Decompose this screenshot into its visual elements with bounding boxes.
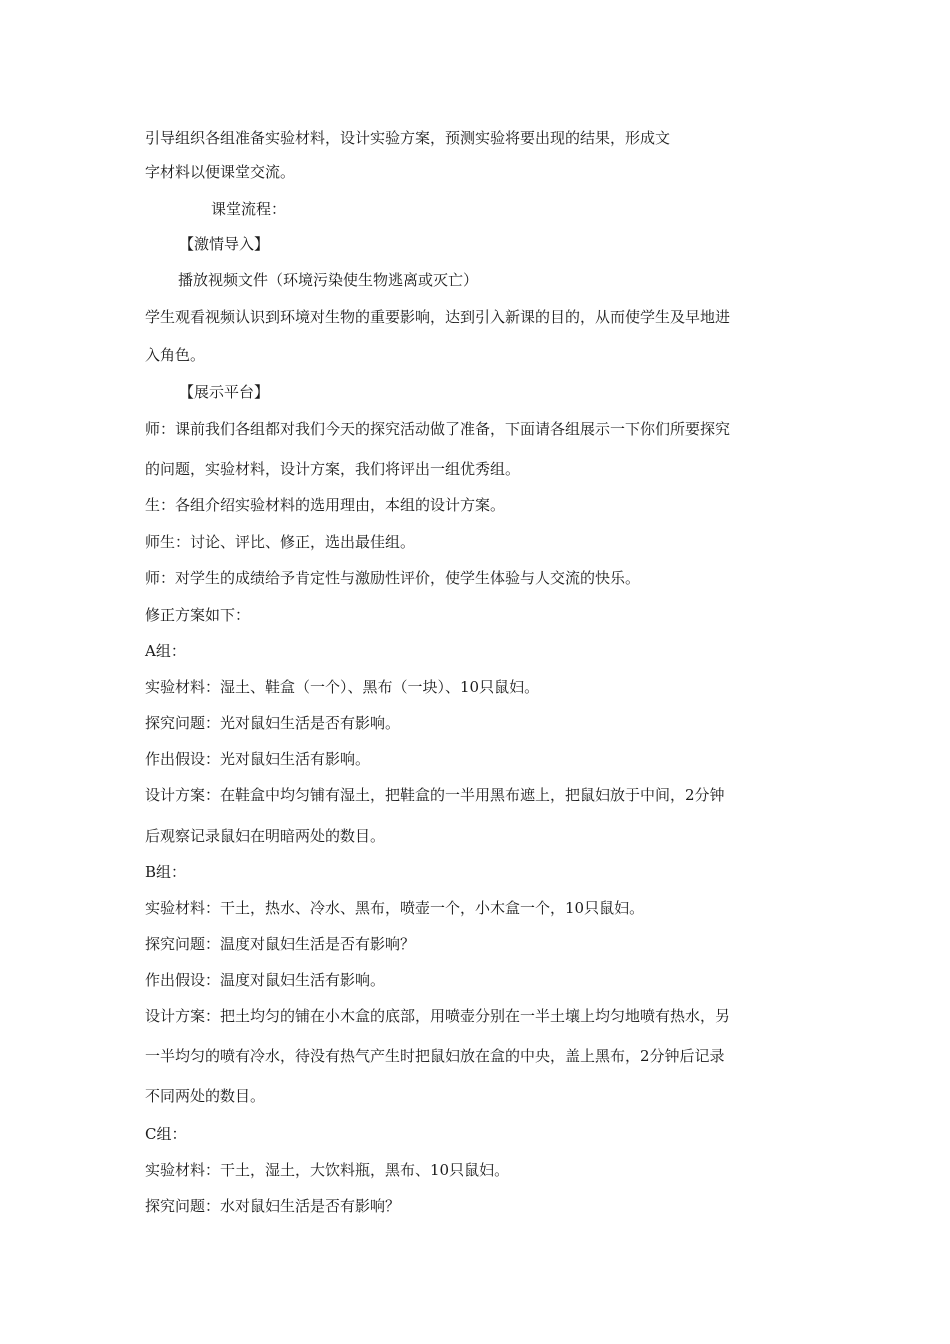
text-line: 设计方案：把土均匀的铺在小木盒的底部，用喷壶分别在一半土壤上均匀地喷有热水，另 [145,1007,731,1025]
text-line: 引导组织各组准备实验材料，设计实验方案，预测实验将要出现的结果，形成文 [145,129,671,147]
group-label: C组： [145,1125,187,1143]
text-line: 探究问题：水对鼠妇生活是否有影响？ [145,1197,401,1215]
section-label: 课堂流程： [211,200,287,218]
section-heading: 【激情导入】 [179,235,270,253]
text-line: 实验材料：干土，热水、冷水、黑布，喷壶一个，小木盒一个，10只鼠妇。 [145,899,645,917]
text-line: 修正方案如下： [145,606,251,624]
text-line: 作出假设：光对鼠妇生活有影响。 [145,750,371,768]
group-label: B组： [145,863,187,881]
text-line: 学生观看视频认识到环境对生物的重要影响，达到引入新课的目的，从而使学生及早地进 [145,308,731,326]
group-label: A组： [145,642,186,660]
text-line: 师生：讨论、评比、修正，选出最佳组。 [145,533,416,551]
text-line: 入角色。 [145,346,206,364]
text-line: 生：各组介绍实验材料的选用理由，本组的设计方案。 [145,496,506,514]
text-line: 播放视频文件（环境污染使生物逃离或灭亡） [178,271,479,289]
text-line: 师：课前我们各组都对我们今天的探究活动做了准备，下面请各组展示一下你们所要探究 [145,420,731,438]
text-line: 作出假设：温度对鼠妇生活有影响。 [145,971,386,989]
text-line: 不同两处的数目。 [145,1087,266,1105]
text-line: 实验材料：湿土、鞋盒（一个）、黑布（一块）、10只鼠妇。 [145,678,540,696]
text-line: 设计方案：在鞋盒中均匀铺有湿土，把鞋盒的一半用黑布遮上，把鼠妇放于中间，2分钟 [145,786,725,804]
text-line: 探究问题：光对鼠妇生活是否有影响。 [145,714,401,732]
text-line: 后观察记录鼠妇在明暗两处的数目。 [145,827,386,845]
section-heading: 【展示平台】 [179,383,270,401]
text-line: 探究问题：温度对鼠妇生活是否有影响？ [145,935,416,953]
text-line: 师：对学生的成绩给予肯定性与激励性评价，使学生体验与人交流的快乐。 [145,569,641,587]
text-line: 实验材料：干土，湿土，大饮料瓶，黑布、10只鼠妇。 [145,1161,510,1179]
text-line: 一半均匀的喷有冷水，待没有热气产生时把鼠妇放在盒的中央，盖上黑布，2分钟后记录 [145,1047,725,1065]
text-line: 字材料以便课堂交流。 [145,163,296,181]
text-line: 的问题，实验材料，设计方案，我们将评出一组优秀组。 [145,460,521,478]
